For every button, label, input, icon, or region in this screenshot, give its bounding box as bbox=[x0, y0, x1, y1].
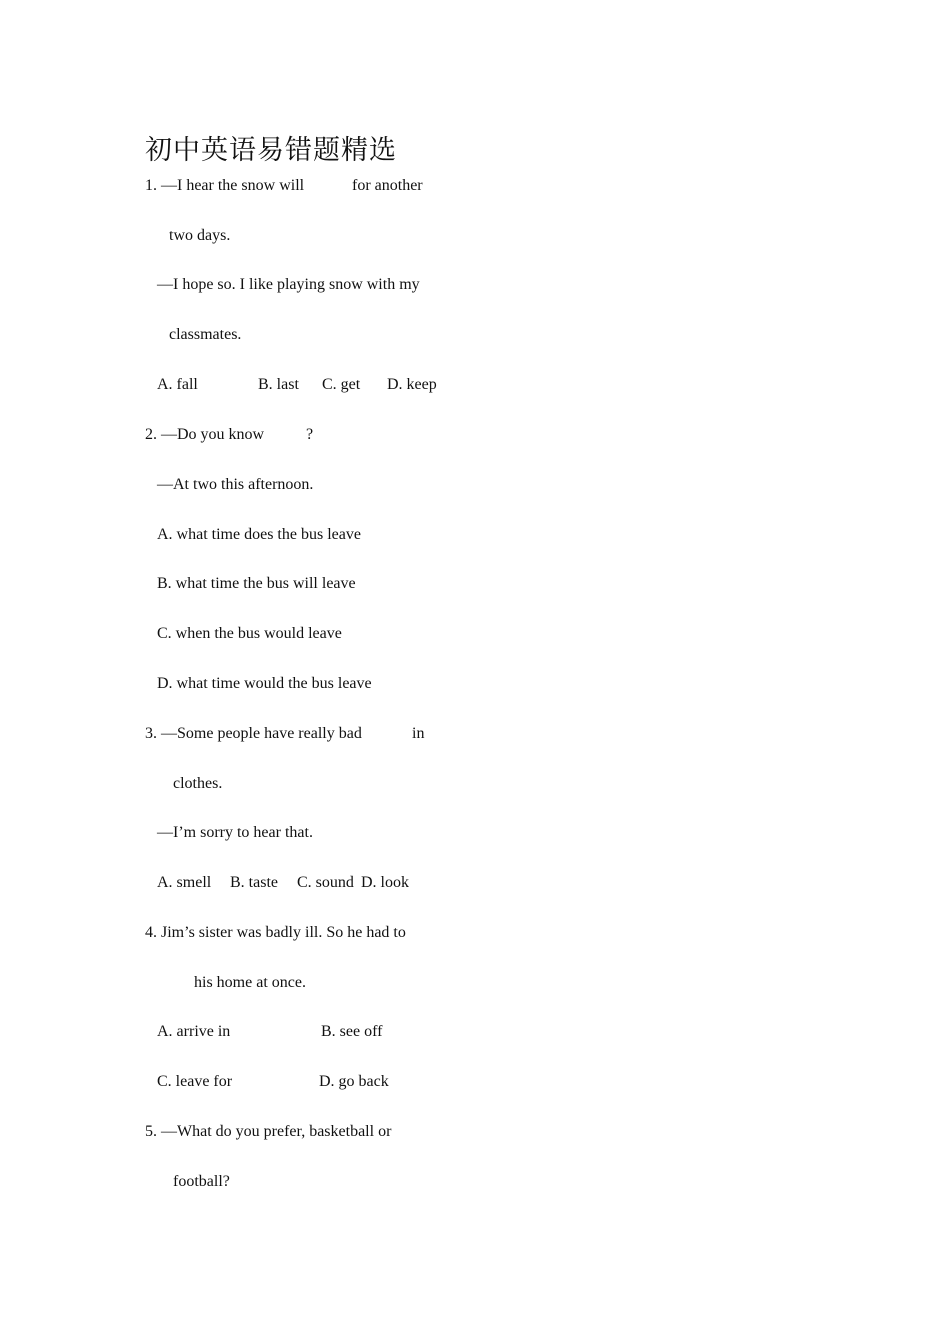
question-3-option-a: A. smell bbox=[157, 874, 212, 891]
question-4-stem-line-1: 4. Jim’s sister was badly ill. So he had to bbox=[145, 924, 406, 941]
question-3-stem-line-1 bbox=[145, 725, 445, 745]
question-3-stem-part-1: 3. —Some people have really bad bbox=[145, 725, 362, 742]
question-2-option-c: C. when the bus would leave bbox=[157, 625, 342, 642]
question-1-stem-part-1: 1. —I hear the snow will bbox=[145, 177, 305, 194]
question-1-option-c: C. get bbox=[322, 376, 361, 393]
question-3-option-d: D. look bbox=[361, 874, 409, 891]
question-5-stem-line-1: 5. —What do you prefer, basketball or bbox=[145, 1123, 392, 1140]
question-4-option-a: A. arrive in bbox=[157, 1023, 231, 1040]
question-2-option-b: B. what time the bus will leave bbox=[157, 575, 356, 592]
question-4-options-row-2 bbox=[157, 1073, 457, 1093]
question-1-option-a: A. fall bbox=[157, 376, 198, 393]
question-4-options-row-1 bbox=[157, 1023, 457, 1043]
question-4-stem-line-2: his home at once. bbox=[194, 974, 306, 991]
question-5-stem-line-2: football? bbox=[173, 1173, 230, 1190]
question-3-stem-line-2: clothes. bbox=[173, 775, 223, 792]
question-2-stem-part-1: 2. —Do you know bbox=[145, 426, 265, 443]
question-2-stem-part-2: ? bbox=[306, 426, 314, 443]
question-3-option-b: B. taste bbox=[230, 874, 278, 891]
question-4-option-b: B. see off bbox=[321, 1023, 383, 1040]
question-1-stem-line-2: two days. bbox=[169, 227, 231, 244]
question-1-option-b: B. last bbox=[258, 376, 299, 393]
question-3-options bbox=[157, 874, 457, 894]
question-2-option-d: D. what time would the bus leave bbox=[157, 675, 372, 692]
page-title: 初中英语易错题精选 bbox=[145, 135, 397, 166]
question-4-option-c: C. leave for bbox=[157, 1073, 233, 1090]
question-3-option-c: C. sound bbox=[297, 874, 354, 891]
question-2-stem bbox=[145, 426, 345, 446]
question-1-options bbox=[157, 376, 457, 396]
question-1-option-d: D. keep bbox=[387, 376, 437, 393]
question-1-stem-part-2: for another bbox=[352, 177, 423, 194]
question-2-option-a: A. what time does the bus leave bbox=[157, 526, 361, 543]
question-2-reply: —At two this afternoon. bbox=[157, 476, 314, 493]
question-3-stem-part-2: in bbox=[412, 725, 425, 742]
question-3-reply: —I’m sorry to hear that. bbox=[157, 824, 313, 841]
question-1-reply-line-1: —I hope so. I like playing snow with my bbox=[157, 276, 420, 293]
question-4-option-d: D. go back bbox=[319, 1073, 389, 1090]
question-1-reply-line-2: classmates. bbox=[169, 326, 242, 343]
question-1-stem-line-1 bbox=[145, 177, 445, 197]
